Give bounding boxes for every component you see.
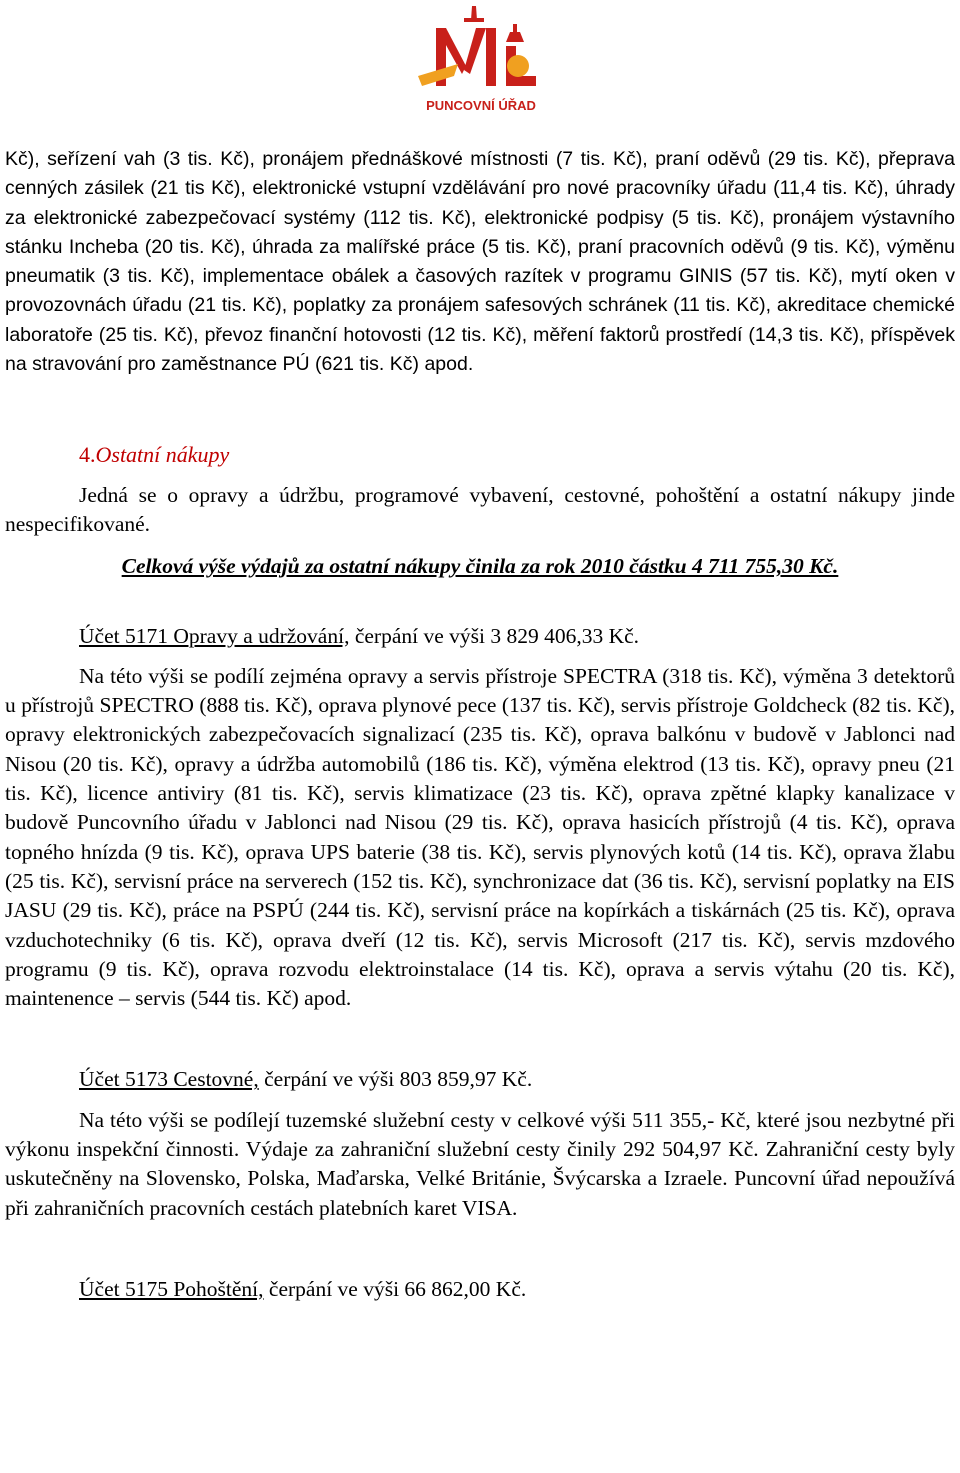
intro-paragraph: Kč), seřízení vah (3 tis. Kč), pronájem přednáškové místnosti (7 tis. Kč), praní oděvů (29 tis. Kč), přeprava cenných zásilek (21 tis Kč), elektronické vstupní vzdělávání pro nové pracovníky úřadu (11,4 tis. Kč), úhrady za elektronické zabezpečovací systémy (112 tis. Kč), elektronické podpisy (5 tis. Kč), pronájem výstavního stánku Incheba (20 tis. Kč), úhrada za malířské práce (5 tis. Kč), praní pracovních oděvů (9 tis. Kč), výměnu pneumatik (3 tis. Kč), implementace obálek a časových razítek v programu GINIS (57 tis. Kč), mytí oken v provozovnách úřadu (21 tis. Kč), poplatky za pronájem safesových schránek (11 tis. Kč), akreditace chemické laboratoře (25 tis. Kč), převoz finanční hotovosti (12 tis. Kč), měření faktorů prostředí (14,3 tis. Kč), příspěvek na stravování pro zaměstnance PÚ (621 tis. Kč) apod.	[5, 148, 955, 376]
section-number: 4.	[79, 442, 96, 468]
account-amount: čerpání ve výši 803 859,97 Kč.	[258, 1067, 533, 1092]
document-body	[5, 145, 955, 1304]
account-label: Účet 5171 Opravy a udržování,	[79, 623, 350, 648]
account-amount: čerpání ve výši 66 862,00 Kč.	[263, 1276, 527, 1301]
section-title: Ostatní nákupy	[95, 442, 230, 468]
account-5171-heading	[5, 622, 955, 651]
account-amount: čerpání ve výši 3 829 406,33 Kč.	[349, 623, 640, 648]
account-5173-heading	[5, 1065, 955, 1094]
section-description: Jedná se o opravy a údržbu, programové vybavení, cestovné, pohoštění a ostatní nákupy jinde nespecifikované.	[5, 482, 955, 536]
logo-text: PUNCOVNÍ ÚŘAD	[426, 98, 536, 113]
account-5173-detail: Na této výši se podílejí tuzemské služební cesty v celkové výši 511 355,- Kč, které jsou nezbytné při výkonu inspekční činnosti. Výdaje za zahraniční služební cesty činily 292 504,97 Kč. Zahraniční cesty byly uskutečněny na Slovensko, Polska, Maďarska, Velké Británie, Švýcarska a Izraele. Puncovní úřad nepoužívá při zahraničních pracovních cestách platebních karet VISA.	[5, 1107, 955, 1220]
section-heading	[5, 440, 955, 469]
logo-graphic	[414, 6, 548, 122]
account-label: Účet 5173 Cestovné,	[79, 1067, 259, 1092]
account-5171-detail: Na této výši se podílí zejména opravy a servis přístroje SPECTRA (318 tis. Kč), výměna 3 detektorů u přístrojů SPECTRO (888 tis. Kč), oprava plynové pece (137 tis. Kč), servis přístroje Goldcheck (82 tis. Kč), opravy elektronických zabezpečovacích signalizací (235 tis. Kč), oprava balkónu v budově v Jablonci nad Nisou (20 tis. Kč), opravy a údržba automobilů (186 tis. Kč), výměna elektrod (13 tis. Kč), opravy pneu (21 tis. Kč), licence antiviry (81 tis. Kč), servis klimatizace (23 tis. Kč), oprava zpětné klapky kanalizace v budově Puncovního úřadu v Jablonci nad Nisou (29 tis. Kč), oprava hasicích přístrojů (4 tis. Kč), oprava topného hnízda (9 tis. Kč), oprava UPS baterie (38 tis. Kč), servis plynových kotů (14 tis. Kč), oprava žlabu (25 tis. Kč), servisní práce na serverech (152 tis. Kč), synchronizace dat (36 tis. Kč), servisní poplatky na EIS JASU (29 tis. Kč), práce na PSPÚ (244 tis. Kč), servisní práce na kopírkách a tiskárnách (25 tis. Kč), oprava vzduchotechniky (6 tis. Kč), oprava dveří (12 tis. Kč), servis Microsoft (217 tis. Kč), servis mzdového programu (9 tis. Kč), oprava rozvodu elektroinstalace (14 tis. Kč), oprava a servis výtahu (20 tis. Kč), maintenence – servis (544 tis. Kč) apod.	[5, 663, 955, 1011]
section-summary: Celková výše výdajů za ostatní nákupy činila za rok 2010 částku 4 711 755,30 Kč.	[121, 554, 839, 579]
account-label: Účet 5175 Pohoštění,	[79, 1276, 264, 1301]
puncovni-urad-logo	[414, 6, 548, 122]
account-5175-heading	[5, 1275, 955, 1304]
